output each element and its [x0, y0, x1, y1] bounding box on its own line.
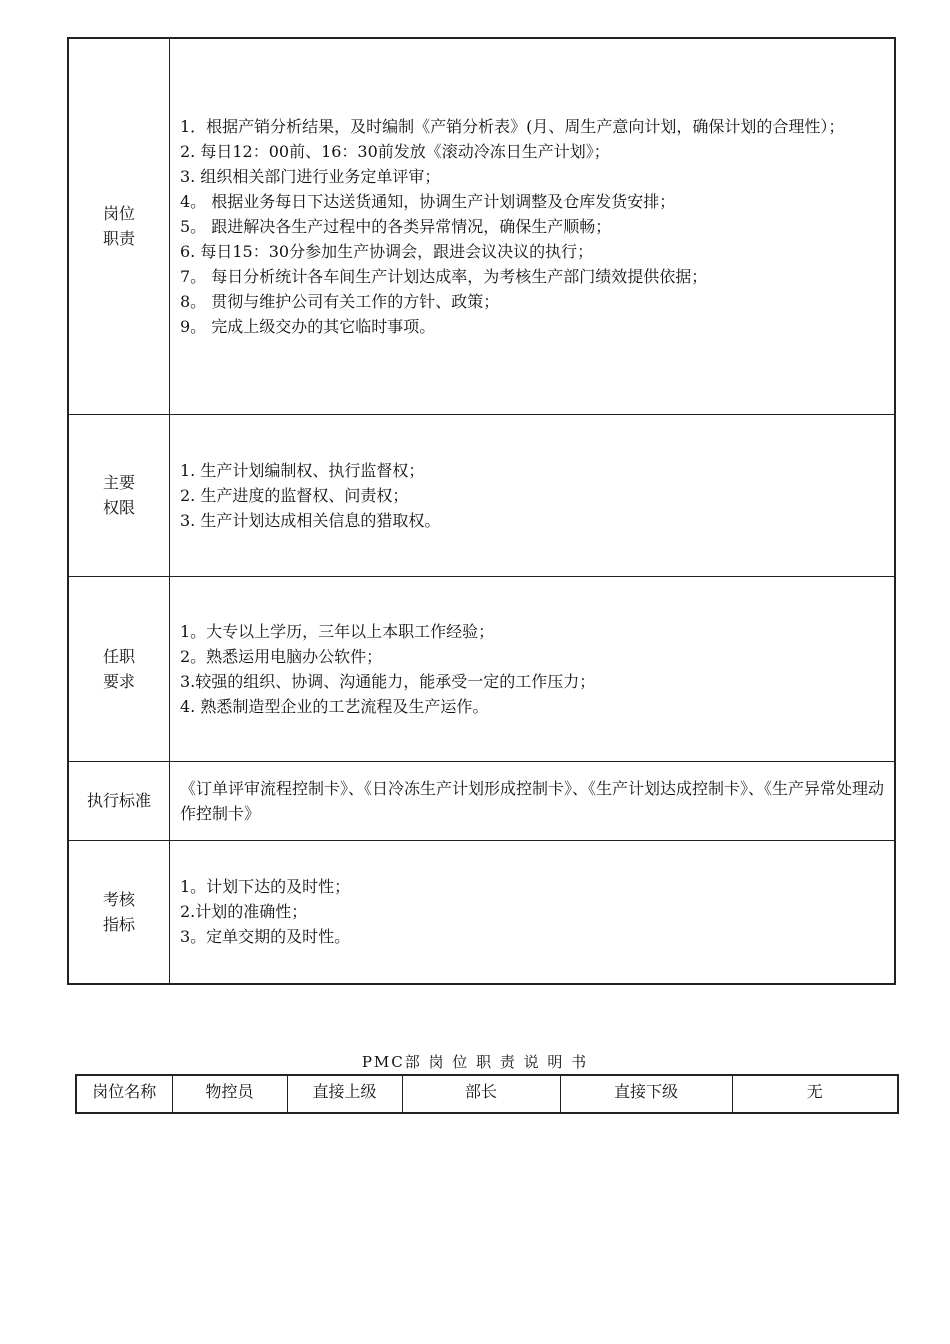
duty-item: 2. 每日12：00前、16：30前发放《滚动冷冻日生产计划》；	[180, 141, 610, 161]
duty-item: 6. 每日15：30分参加生产协调会，跟进会议决议的执行；	[180, 241, 594, 261]
duties-label-line1: 岗位	[102, 204, 135, 224]
position-info-row	[76, 1075, 898, 1113]
direct-subordinate-label: 直接下级	[560, 1075, 732, 1113]
duties-label	[68, 38, 170, 414]
authority-item: 1. 生产计划编制权、执行监督权；	[180, 460, 425, 480]
kpi-item: 1。计划下达的及时性；	[180, 877, 351, 897]
requirement-item: 4. 熟悉制造型企业的工艺流程及生产运作。	[180, 696, 489, 716]
kpi-item: 2.计划的准确性；	[180, 902, 308, 922]
job-description-table	[67, 37, 896, 985]
standards-row	[68, 761, 895, 840]
requirement-item: 1。大专以上学历，三年以上本职工作经验；	[180, 621, 495, 641]
authority-row	[68, 414, 895, 576]
duty-item: 4。 根据业务每日下达送货通知，协调生产计划调整及仓库发货安排；	[180, 191, 676, 211]
authority-label	[68, 414, 170, 576]
kpi-label-line1: 考核	[102, 889, 135, 909]
duty-item: 1．根据产销分析结果，及时编制《产销分析表》(月、周生产意向计划，确保计划的合理性）；	[180, 116, 845, 136]
duty-item: 7。 每日分析统计各车间生产计划达成率，为考核生产部门绩效提供依据；	[180, 266, 708, 286]
requirements-row	[68, 576, 895, 761]
kpi-content	[170, 840, 896, 984]
kpi-label	[68, 840, 170, 984]
authority-label-line1: 主要	[102, 473, 135, 492]
duties-label-line2: 职责	[102, 229, 135, 249]
duty-item: 9。 完成上级交办的其它临时事项。	[180, 316, 436, 336]
requirements-label-line1: 任职	[102, 646, 135, 666]
position-name-value: 物控员	[172, 1075, 287, 1113]
position-name-label: 岗位名称	[76, 1075, 172, 1113]
duty-item: 5。 跟进解决各生产过程中的各类异常情况，确保生产顺畅；	[180, 216, 612, 236]
direct-superior-value: 部长	[402, 1075, 560, 1113]
requirement-item: 2。熟悉运用电脑办公软件；	[180, 646, 383, 666]
position-info-table	[75, 1074, 899, 1114]
kpi-item: 3。定单交期的及时性。	[180, 927, 351, 947]
authority-item: 3. 生产计划达成相关信息的猎取权。	[180, 510, 441, 530]
duties-content	[170, 38, 896, 414]
authority-content	[170, 414, 896, 576]
authority-item: 2. 生产进度的监督权、问责权；	[180, 485, 409, 505]
authority-label-line2: 权限	[102, 498, 135, 517]
requirements-content	[170, 576, 896, 761]
requirement-item: 3.较强的组织、协调、沟通能力，能承受一定的工作压力；	[180, 671, 596, 691]
kpi-label-line2: 指标	[102, 914, 135, 934]
duty-item: 3. 组织相关部门进行业务定单评审；	[180, 166, 441, 186]
document-title: PMC部 岗 位 职 责 说 明 书	[361, 1053, 589, 1071]
duties-row	[68, 38, 895, 414]
duty-item: 8。 贯彻与维护公司有关工作的方针、政策；	[180, 291, 500, 311]
requirements-label	[68, 576, 170, 761]
standards-label: 执行标准	[68, 761, 170, 840]
direct-superior-label: 直接上级	[287, 1075, 402, 1113]
standards-content: 《订单评审流程控制卡》、《日冷冻生产计划形成控制卡》、《生产计划达成控制卡》、《生产异常处理动作控制卡》	[170, 761, 896, 840]
requirements-label-line2: 要求	[102, 671, 135, 691]
kpi-row	[68, 840, 895, 984]
direct-subordinate-value: 无	[732, 1075, 898, 1113]
